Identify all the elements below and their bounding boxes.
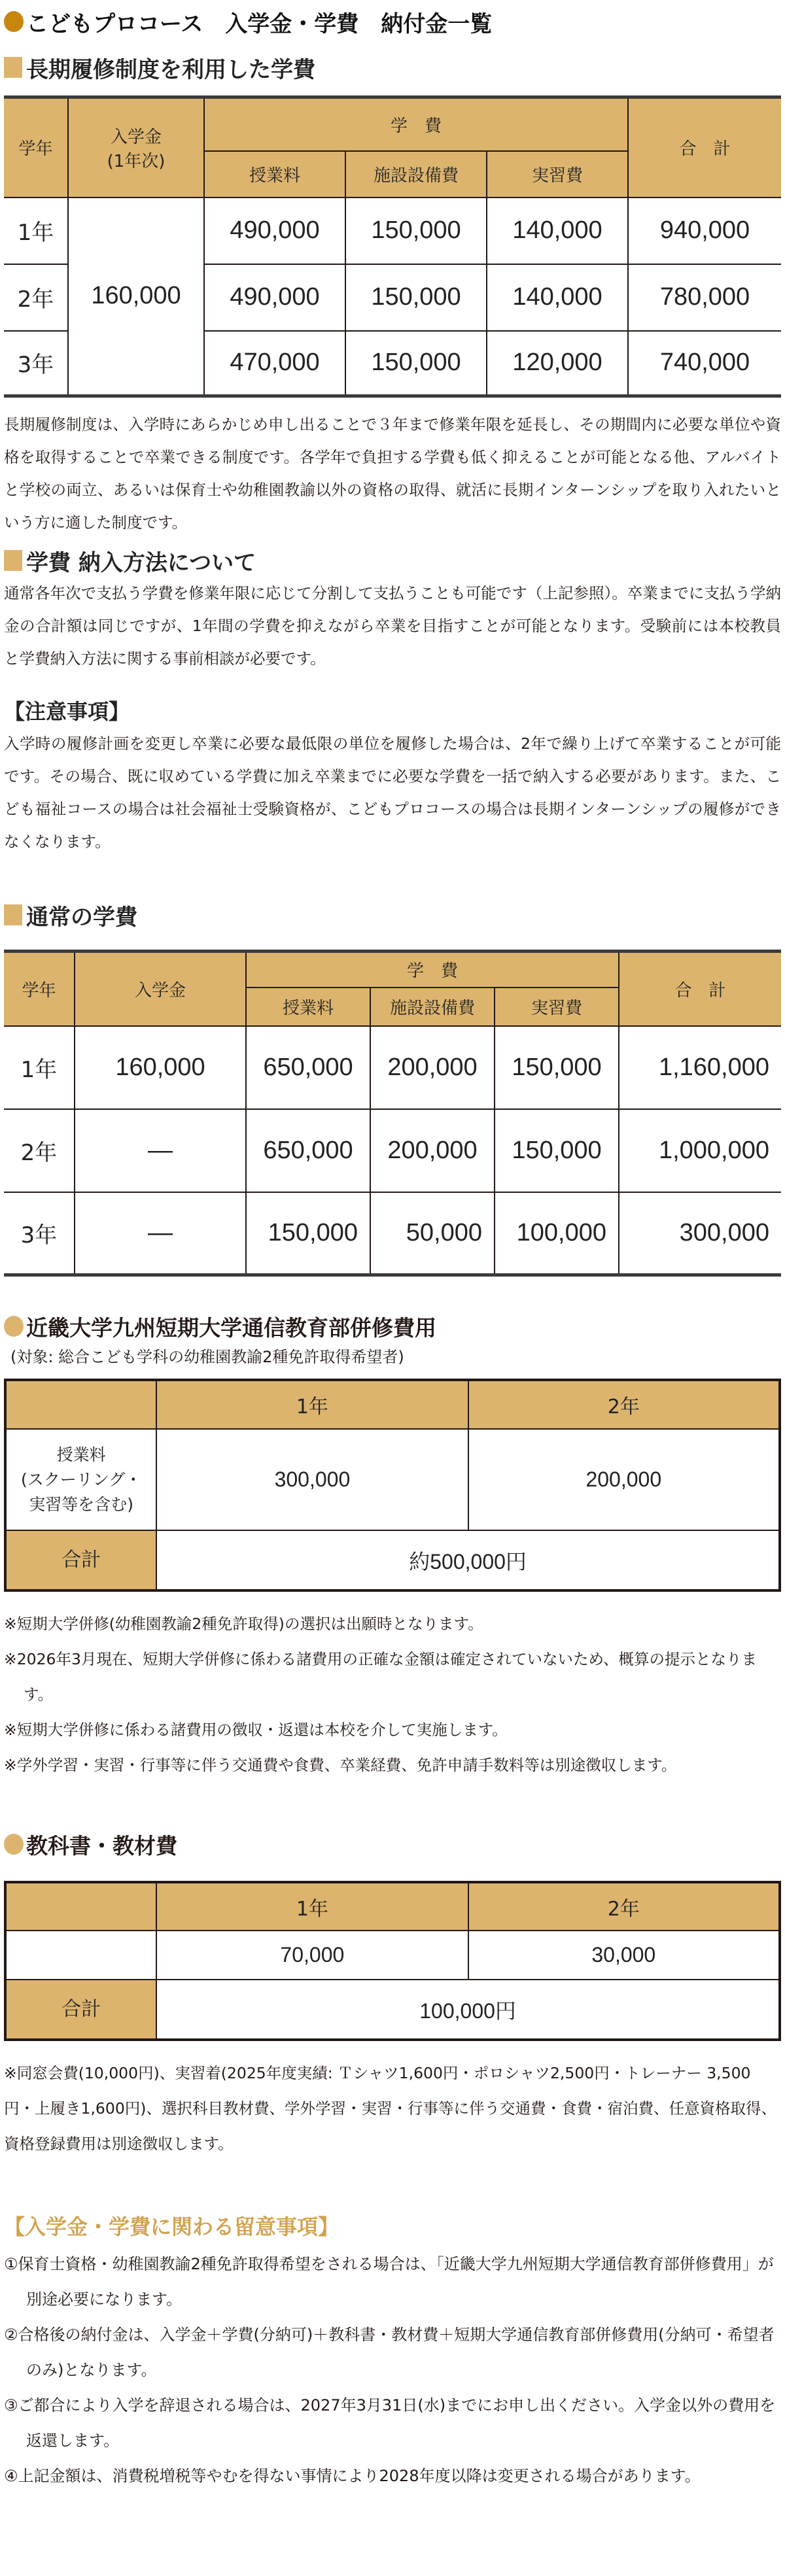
table-row — [4, 1026, 781, 1109]
payment-method-heading-text: 学費 納入方法について — [26, 549, 256, 576]
header-grade: 学年 — [4, 952, 75, 1026]
remarks-list — [4, 2246, 781, 2494]
table-row — [4, 1192, 781, 1275]
tuition-cell: 650,000 — [246, 1026, 370, 1109]
admission-cell: — — [75, 1192, 246, 1275]
normal-fee-table — [4, 950, 781, 1277]
grade-cell: 2年 — [4, 1109, 75, 1192]
kindai-heading — [4, 1311, 781, 1342]
kindai-notes — [4, 1606, 781, 1783]
practice-cell: 150,000 — [495, 1109, 619, 1192]
practice-cell: 150,000 — [495, 1026, 619, 1109]
header-year1: 1年 — [156, 1380, 468, 1429]
tuition-label-line: 授業料 — [56, 1445, 106, 1464]
header-admission — [68, 97, 204, 197]
total-cell: 740,000 — [628, 331, 781, 396]
tuition-cell: 490,000 — [204, 197, 345, 264]
textbook-heading-text: 教科書・教材費 — [26, 1832, 177, 1859]
total-cell: 780,000 — [628, 264, 781, 331]
facility-cell: 50,000 — [370, 1192, 495, 1275]
normal-fee-heading-text: 通常の学費 — [26, 904, 137, 931]
circle-bullet-icon — [4, 1316, 24, 1337]
remarks-item: ④上記金額は、消費税増税等やむを得ない事情により2028年度以降は変更される場合があります。 — [4, 2467, 701, 2485]
admission-cell: 160,000 — [75, 1026, 246, 1109]
remarks-heading: 【入学金・学費に関わる留意事項】 — [4, 2214, 340, 2239]
row-label — [5, 1931, 156, 1980]
grade-cell: 3年 — [4, 331, 68, 396]
remarks-item: ③ご都合により入学を辞退される場合は、2027年3月31日(水)までにお申し出ください。入学金以外の費用を返還します。 — [4, 2396, 776, 2450]
total-cell: 約500,000円 — [156, 1530, 780, 1590]
circle-bullet-icon — [4, 11, 24, 32]
header-tuition-group: 学 費 — [246, 952, 619, 987]
remarks-item: ①保育士資格・幼稚園教諭2種免許取得希望をされる場合は、「近畿大学九州短期大学通信教育部併修費用」が別途必要になります。 — [4, 2255, 774, 2309]
textbook-heading — [4, 1829, 781, 1860]
note-item: ※同窓会費(10,000円)、実習着(2025年度実績: Ｔシャツ1,600円・ポロシャツ2,500円・トレーナー 3,500円・上履き1,600円)、選択科目教材費、学外学習・実習・行事等に伴う交通費・食費・宿泊費、任意資格取得、資格登録費用は別途徴収します。 — [4, 2064, 776, 2153]
total-cell: 1,160,000 — [619, 1026, 781, 1109]
kindai-subtitle: (対象: 総合こども学科の幼稚園教諭2種免許取得希望者) — [10, 1347, 404, 1366]
facility-cell: 150,000 — [345, 264, 487, 331]
tuition-label — [5, 1429, 156, 1530]
page-title-text: こどもプロコース 入学金・学費 納付金一覧 — [26, 10, 493, 37]
tuition-cell: 470,000 — [204, 331, 345, 396]
tuition-cell: 650,000 — [246, 1109, 370, 1192]
table-row — [5, 1429, 780, 1530]
admission-cell: — — [75, 1109, 246, 1192]
payment-method-heading — [4, 545, 781, 575]
page-title — [4, 5, 781, 38]
table-row — [4, 1109, 781, 1192]
header-admission-note: (1年次) — [107, 151, 166, 171]
header-blank — [5, 1380, 156, 1429]
facility-cell: 200,000 — [370, 1109, 495, 1192]
header-tuition: 授業料 — [246, 987, 370, 1026]
long-term-description: 長期履修制度は、入学時にあらかじめ申し出ることで３年まで修業年限を延長し、その期間内に必要な単位や資格を取得することで卒業できる制度です。各学年で負担する学費も低く抑えることが可能となる他、アルバイトと学校の両立、あるいは保育士や幼稚園教諭以外の資格の取得、就活に長期インターンシップを取り入れたいという方に適した制度です。 — [4, 415, 781, 532]
long-term-heading-text: 長期履修制度を利用した学費 — [26, 56, 315, 83]
grade-cell: 1年 — [4, 1026, 75, 1109]
long-term-fee-table — [4, 95, 781, 398]
note-item: ※2026年3月現在、短期大学併修に係わる諸費用の正確な金額は確定されていないため、概算の提示となります。 — [4, 1650, 758, 1704]
tuition-cell: 150,000 — [246, 1192, 370, 1275]
normal-fee-heading — [4, 900, 781, 930]
caution-body: 入学時の履修計画を変更し卒業に必要な最低限の単位を履修した場合は、2年で繰り上げて卒業することが可能です。その場合、既に収めている学費に加え卒業までに必要な学費を一括で納入する必要があります。また、こども福祉コースの場合は社会福祉士受験資格が、こどもプロコースの場合は長期インターンシップの履修ができなくなります。 — [4, 734, 781, 851]
header-admission-label: 入学金 — [110, 127, 162, 147]
table-row — [5, 1931, 780, 1980]
header-facility: 施設設備費 — [345, 151, 487, 197]
header-practice: 実習費 — [495, 987, 619, 1026]
year1-cell: 70,000 — [156, 1931, 468, 1980]
header-tuition: 授業料 — [204, 151, 345, 197]
square-bullet-icon — [4, 550, 22, 571]
header-total: 合 計 — [619, 952, 781, 1026]
header-admission: 入学金 — [75, 952, 246, 1026]
bottom-spacer — [4, 2494, 781, 2520]
textbook-notes — [4, 2055, 781, 2161]
header-tuition-group: 学 費 — [204, 97, 628, 151]
kindai-fee-table — [4, 1379, 781, 1592]
textbook-fee-table — [4, 1881, 781, 2041]
facility-cell: 150,000 — [345, 197, 487, 264]
year1-cell: 300,000 — [156, 1429, 468, 1530]
note-item: ※短期大学併修(幼稚園教諭2種免許取得)の選択は出願時となります。 — [4, 1615, 483, 1633]
header-year2: 2年 — [468, 1380, 780, 1429]
total-label: 合計 — [5, 1530, 156, 1590]
grade-cell: 1年 — [4, 197, 68, 264]
note-item: ※学外学習・実習・行事等に伴う交通費や食費、卒業経費、免許申請手数料等は別途徴収します。 — [4, 1756, 677, 1774]
note-item: ※短期大学併修に係わる諸費用の徴収・返還は本校を介して実施します。 — [4, 1721, 508, 1739]
table-row — [4, 197, 781, 264]
total-row — [5, 1980, 780, 2040]
facility-cell: 200,000 — [370, 1026, 495, 1109]
long-term-heading — [4, 52, 781, 82]
grade-cell: 2年 — [4, 264, 68, 331]
payment-method-body: 通常各年次で支払う学費を修業年限に応じて分割して支払うことも可能です（上記参照）。卒業までに支払う学納金の合計額は同じですが、1年間の学費を抑えながら卒業を目指すことが可能となります。受験前には本校教員と学費納入方法に関する事前相談が必要です。 — [4, 584, 781, 668]
header-total: 合 計 — [628, 97, 781, 197]
grade-cell: 3年 — [4, 1192, 75, 1275]
total-label: 合計 — [5, 1980, 156, 2040]
practice-cell: 140,000 — [487, 197, 628, 264]
practice-cell: 120,000 — [487, 331, 628, 396]
facility-cell: 150,000 — [345, 331, 487, 396]
total-cell: 300,000 — [619, 1192, 781, 1275]
practice-cell: 140,000 — [487, 264, 628, 331]
total-row — [5, 1530, 780, 1590]
header-year2: 2年 — [468, 1882, 780, 1931]
year2-cell: 30,000 — [468, 1931, 780, 1980]
header-grade: 学年 — [4, 97, 68, 197]
header-facility: 施設設備費 — [370, 987, 495, 1026]
practice-cell: 100,000 — [495, 1192, 619, 1275]
tuition-label-line: 実習等を含む) — [29, 1494, 133, 1514]
square-bullet-icon — [4, 57, 22, 78]
caution-heading: 【注意事項】 — [4, 699, 130, 724]
header-practice: 実習費 — [487, 151, 628, 197]
header-blank — [5, 1882, 156, 1931]
tuition-cell: 490,000 — [204, 264, 345, 331]
header-year1: 1年 — [156, 1882, 468, 1931]
year2-cell: 200,000 — [468, 1429, 780, 1530]
total-cell: 1,000,000 — [619, 1109, 781, 1192]
circle-bullet-icon — [4, 1834, 24, 1855]
kindai-heading-text: 近畿大学九州短期大学通信教育部併修費用 — [26, 1314, 436, 1341]
total-cell: 940,000 — [628, 197, 781, 264]
total-cell: 100,000円 — [156, 1980, 780, 2040]
remarks-item: ②合格後の納付金は、入学金＋学費(分納可)＋教科書・教材費＋短期大学通信教育部併修費用(分納可・希望者のみ)となります。 — [4, 2326, 775, 2379]
admission-cell: 160,000 — [68, 197, 204, 396]
tuition-label-line: (スクーリング・ — [20, 1469, 142, 1489]
square-bullet-icon — [4, 904, 22, 925]
